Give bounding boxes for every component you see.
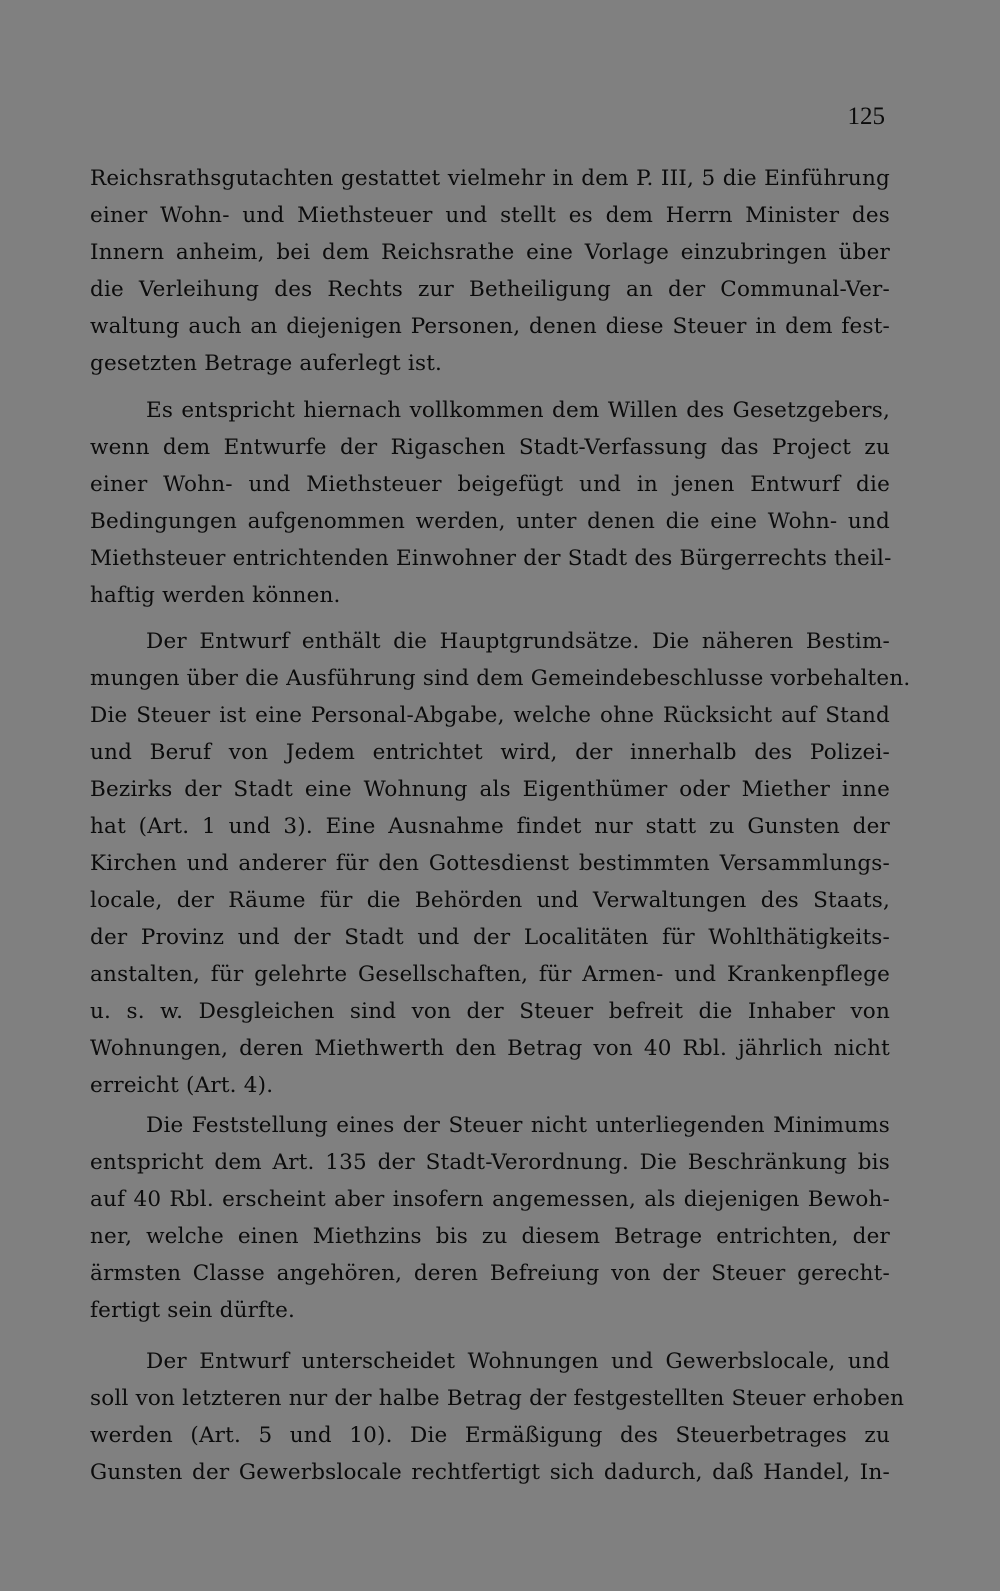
text-line: hat (Art. 1 und 3). Eine Ausnahme findet nur statt zu Gunsten der — [90, 814, 890, 839]
text-line: Bedingungen aufgenommen werden, unter denen die eine Wohn- und — [90, 509, 890, 534]
text-line: waltung auch an diejenigen Personen, denen diese Steuer in dem fest- — [90, 314, 890, 339]
text-line: Die Feststellung eines der Steuer nicht unterliegenden Minimums — [146, 1113, 890, 1138]
text-line: Reichsrathsgutachten gestattet vielmehr in dem P. III, 5 die Einführung — [90, 166, 890, 191]
text-line: der Provinz und der Stadt und der Localitäten für Wohlthätigkeits- — [90, 925, 890, 950]
text-line: einer Wohn- und Miethsteuer beigefügt und in jenen Entwurf die — [90, 472, 890, 497]
text-line: ärmsten Classe angehören, deren Befreiung von der Steuer gerecht- — [90, 1261, 890, 1286]
text-line: gesetzten Betrage auferlegt ist. — [90, 351, 443, 376]
text-line: ner, welche einen Miethzins bis zu diesem Betrage entrichten, der — [90, 1224, 890, 1249]
text-line: locale, der Räume für die Behörden und Verwaltungen des Staats, — [90, 888, 890, 913]
text-line: mungen über die Ausführung sind dem Gemeindebeschlusse vorbehalten. — [90, 666, 911, 691]
page-number: 125 — [847, 103, 885, 130]
text-line: Innern anheim, bei dem Reichsrathe eine Vorlage einzubringen über — [90, 240, 890, 265]
text-line: u. s. w. Desgleichen sind von der Steuer befreit die Inhaber von — [90, 999, 890, 1024]
text-line: Wohnungen, deren Miethwerth den Betrag von 40 Rbl. jährlich nicht — [90, 1036, 890, 1061]
text-line: Der Entwurf enthält die Hauptgrundsätze. Die näheren Bestim- — [146, 629, 890, 654]
text-line: entspricht dem Art. 135 der Stadt-Verordnung. Die Beschränkung bis — [90, 1150, 890, 1175]
text-line: Kirchen und anderer für den Gottesdienst bestimmten Versammlungs- — [90, 851, 890, 876]
text-line: auf 40 Rbl. erscheint aber insofern angemessen, als diejenigen Bewoh- — [90, 1187, 890, 1212]
text-line: Gunsten der Gewerbslocale rechtfertigt sich dadurch, daß Handel, In- — [90, 1460, 890, 1485]
text-line: fertigt sein dürfte. — [90, 1298, 296, 1323]
paragraph — [90, 1343, 905, 1491]
text-line: einer Wohn- und Miethsteuer und stellt es dem Herrn Minister des — [90, 203, 890, 228]
text-line: anstalten, für gelehrte Gesellschaften, für Armen- und Krankenpflege — [90, 962, 890, 987]
text-line: die Verleihung des Rechts zur Betheiligung an der Communal-Ver- — [90, 277, 890, 302]
text-line: Miethsteuer entrichtenden Einwohner der Stadt des Bürgerrechts theil- — [90, 546, 892, 571]
text-line: wenn dem Entwurfe der Rigaschen Stadt-Verfassung das Project zu — [90, 435, 890, 460]
paragraph — [90, 1107, 890, 1329]
text-line: soll von letzteren nur der halbe Betrag der festgestellten Steuer erhoben — [90, 1386, 905, 1411]
paragraph — [90, 160, 890, 382]
text-line: Bezirks der Stadt eine Wohnung als Eigenthümer oder Miether inne — [90, 777, 890, 802]
text-line: erreicht (Art. 4). — [90, 1073, 274, 1098]
text-line: Es entspricht hiernach vollkommen dem Willen des Gesetzgebers, — [146, 398, 890, 423]
text-line: haftig werden können. — [90, 583, 341, 608]
text-line: Die Steuer ist eine Personal-Abgabe, welche ohne Rücksicht auf Stand — [90, 703, 890, 728]
paragraph — [90, 392, 890, 614]
text-line: und Beruf von Jedem entrichtet wird, der innerhalb des Polizei- — [90, 740, 890, 765]
paragraph — [90, 623, 911, 1104]
text-line: Der Entwurf unterscheidet Wohnungen und Gewerbslocale, und — [146, 1349, 890, 1374]
text-line: werden (Art. 5 und 10). Die Ermäßigung des Steuerbetrages zu — [90, 1423, 890, 1448]
